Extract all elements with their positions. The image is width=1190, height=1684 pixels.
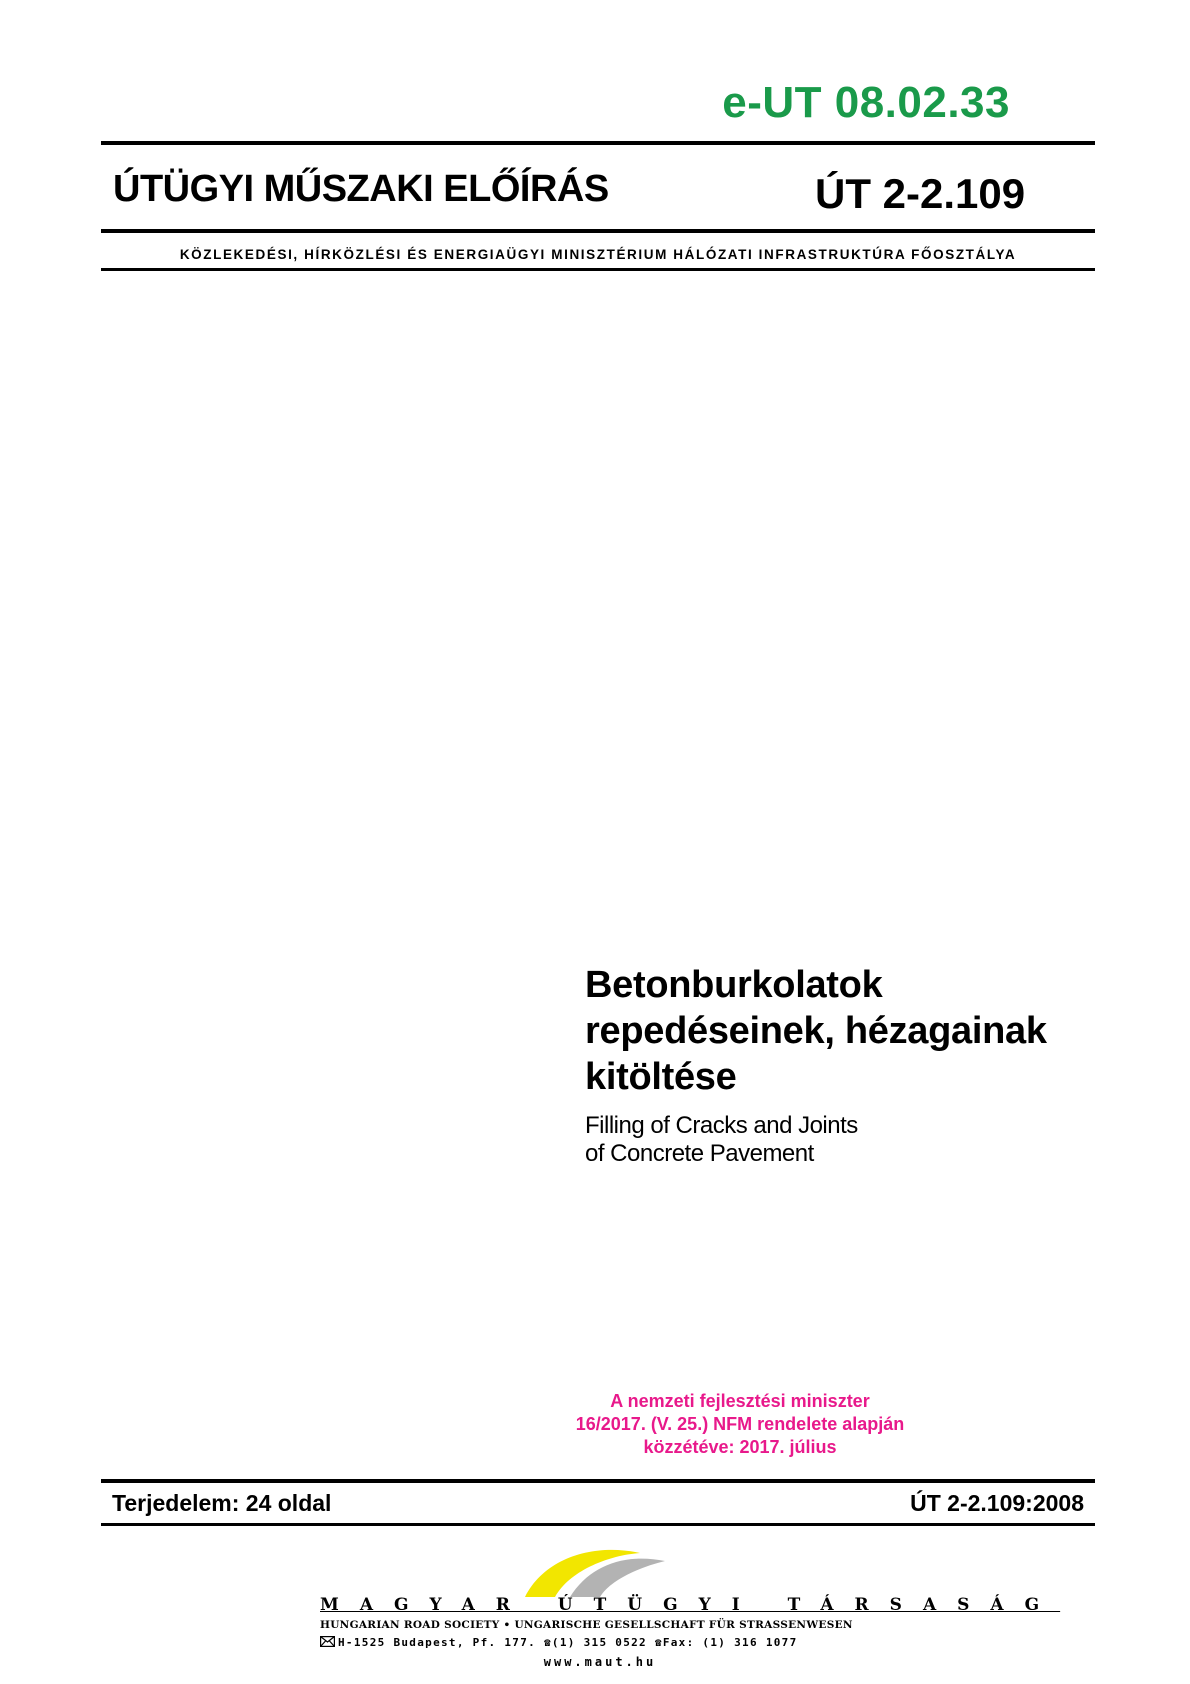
document-subtitle <box>585 1112 858 1168</box>
society-address-text: H-1525 Budapest, Pf. 177. ☎(1) 315 0522 ☎Fax: (1) 316 1077 <box>338 1636 798 1649</box>
top-rule <box>101 141 1095 145</box>
footer-top-rule <box>101 1479 1095 1483</box>
notice-line: 16/2017. (V. 25.) NFM rendelete alapján <box>575 1414 905 1434</box>
society-name: MAGYAR ÚTÜGYI TÁRSASÁG <box>320 1595 1061 1615</box>
document-subtitle-line: of Concrete Pavement <box>585 1140 814 1167</box>
standard-code: ÚT 2-2.109 <box>815 170 1026 217</box>
page-count: Terjedelem: 24 oldal <box>112 1490 332 1516</box>
notice-line: A nemzeti fejlesztési miniszter <box>610 1391 870 1411</box>
society-subtitle: HUNGARIAN ROAD SOCIETY • UNGARISCHE GESELLSCHAFT FÜR STRASSENWESEN <box>320 1619 853 1631</box>
society-address <box>320 1636 880 1649</box>
notice-line: közzétéve: 2017. július <box>643 1437 837 1457</box>
footer-bottom-rule <box>101 1523 1095 1526</box>
header-rule <box>101 229 1095 233</box>
document-title-line: repedéseinek, hézagainak <box>585 1010 1047 1052</box>
edition-code: ÚT 2-2.109:2008 <box>910 1490 1084 1516</box>
ministry-name: KÖZLEKEDÉSI, HÍRKÖZLÉSI ÉS ENERGIAÜGYI MINISZTÉRIUM HÁLÓZATI INFRASTRUKTÚRA FŐOSZTÁLYA <box>179 247 1017 262</box>
document-title <box>585 962 1047 1100</box>
mail-icon <box>320 1636 335 1647</box>
document-code: e-UT 08.02.33 <box>722 78 1010 127</box>
ministry-rule <box>101 268 1095 271</box>
document-category-title: ÚTÜGYI MŰSZAKI ELŐÍRÁS <box>113 168 609 210</box>
document-title-line: kitöltése <box>585 1056 737 1098</box>
document-title-line: Betonburkolatok <box>585 964 883 1006</box>
document-subtitle-line: Filling of Cracks and Joints <box>585 1112 858 1139</box>
publication-notice <box>540 1390 940 1459</box>
society-website: www.maut.hu <box>543 1655 657 1669</box>
